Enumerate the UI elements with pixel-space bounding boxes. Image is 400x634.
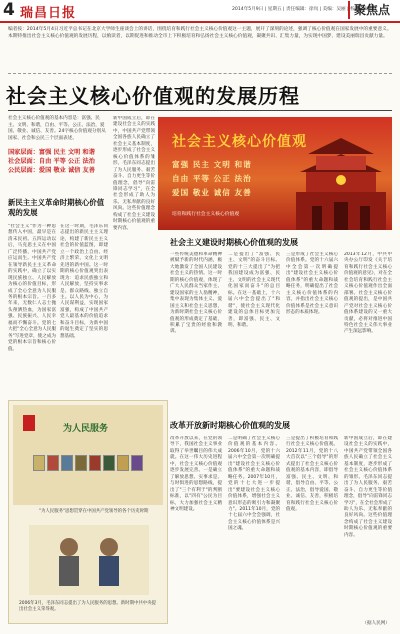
article-column: 三是形成了社会主义核心价值体系。党的十六届六中全会第一次明确提出"建设社会主义核心价值体系"的重大命题和战略任务，明确提出了社会主义核心价值体系的内容，并指出社会主义核心价值体系是社会主义意识形态的本质体现。	[286, 252, 338, 316]
section-label: 聚焦点	[348, 1, 400, 19]
banner-row-national: 富强 民主 文明 和谐	[172, 160, 252, 169]
banner-row-social: 自由 平等 公正 法治	[172, 174, 252, 183]
book-cover	[47, 455, 59, 471]
lead-text: 社会主义核心价值观的基本内容是：富强、民主、文明、和谐，自由、平等、公正、法治，爱国、敬业、诚信、友善。24字核心价值观分别从国家、社会和公民三个层面表述。	[8, 116, 106, 141]
people-illustration	[29, 525, 149, 595]
article-column: 改革开放以来，在党的领导下，我国社会主义事业取得了举世瞩目的伟大成就。在这一伟大历史进程中，社会主义核心价值观逐步发展完善。一是确立了解放思想、实事求是、与时俱进的思想路线，提出了"三个有利于"的判断标准，以"四有"公民为目标，大力加强社会主义精神文明建设。	[170, 436, 222, 512]
section-construction-title: 社会主义建设时期核心价值观的发展	[170, 238, 298, 247]
book-cover	[89, 455, 101, 471]
source-signature: （据人民网）	[362, 621, 390, 626]
values-list	[8, 148, 108, 175]
social-values: 社会层面：自由 平等 公正 法治	[8, 158, 95, 165]
section-reform-title: 改革开放新时期核心价值观的发展	[170, 421, 290, 430]
book-cover	[117, 455, 129, 471]
serve-the-people-photo	[13, 405, 163, 505]
article-column: 在这一时期，毛泽东同志提出的新民主主义理论，构建了新民主主义社会的价值蓝图，即建立一个政治上自由、经济上繁荣、文化上文明先进的新中国。这一时期的核心价值观突出表现为：追求民族独立和人民解放，坚持实事求是、群众路线、独立自主。以人民为中心，为人民谋利益，实现国家富强，构成了中国共产党人最基本的价值追求和奋斗目标，为新中国的诞生奠定了坚实的思想基础。	[60, 224, 108, 339]
article-column: 三是提出了积极培育和践行社会主义核心价值观。2012年11月，党的十八大首次以"三个倡导"的形式提出了社会主义核心价值观的基本内容，即倡导富强、民主、文明、和谐，倡导自由、平等、公正、法治，倡导爱国、敬业、诚信、友善，积极培育和践行社会主义核心价值观。	[286, 436, 338, 512]
issue-meta: 2014年5月9日 | 星期五 | 责任编辑：徐岚 | 美编：吴丽 | 校对：刘 珺	[232, 7, 375, 12]
masthead-rule	[0, 21, 400, 23]
banner-row-citizen: 爱国 敬业 诚信 友善	[172, 188, 252, 197]
banner-title: 社会主义核心价值观	[172, 134, 307, 150]
national-values: 国家层面：富强 民主 文明 和谐	[8, 149, 95, 156]
article-column: 二是明确了社会主义核心价值观的基本内容。2006年10月，党的十六届六中全会第一次明确提出"建设社会主义核心价值体系"的重大命题和战略任务。2007年10月，党的十七大进一步提出"要建设社会主义核心价值体系，增强社会主义意识形态的吸引力和凝聚力"。2011年10月，党的十七届六中全会强调，社会主义核心价值体系是兴国之魂。	[228, 436, 280, 532]
photo-box	[8, 400, 168, 624]
article-column: 新中国成立后，即在建设社会主义的实践中，中国共产党带领全国各族人民确立了社会主义基本制度，逐步形成了社会主义核心价值体系的雏形。毛泽东同志提出了为人民服务、艰苦奋斗、自力更生等价值理念，倡导"向雷锋同志学习"，在全社会形成了助人为乐、无私奉献的良好风尚。这些价值理念构成了社会主义建设时期核心价值观的重要内容。	[113, 116, 155, 231]
book-cover	[103, 455, 115, 471]
lead-box	[8, 116, 108, 196]
core-values-banner	[158, 117, 392, 230]
article-column: 2013年12月，中共中央办公厅印发《关于培育和践行社会主义核心价值观的意见》，对在全社会培育和践行社会主义核心价值观作出全面部署。社会主义核心价值观的提出，是中国共产党对社会主义核心价值体系建设的又一重大贡献，必将对推进中国特色社会主义伟大事业产生深远影响。	[344, 252, 392, 335]
photo-caption: "为人民服务"思想贯穿在中国共产党领导的各个历史时期	[39, 509, 149, 514]
newspaper-logo: 瑞昌日报	[20, 6, 77, 21]
article-column: 一些传统美德和革命精神被赋予新的时代内涵，极大地激发了全国人民建设社会主义的热情。这一时期的核心价值观，体现了广大人民群众当家作主、建设国家的主人翁精神，集中表现为集体主义、爱国主义和社会主义思想，为新时期社会主义核心价值观的形成奠定了基础，积累了宝贵的经验和教训。	[170, 252, 222, 335]
tiananmen-illustration	[296, 130, 386, 230]
dashed-divider	[8, 73, 392, 74]
book-cover	[131, 455, 143, 471]
book-cover	[61, 455, 73, 471]
article-column: "社会主义"作为一种思想传入中国，最早是在清末民初。五四运动以后，马克思主义在中国广泛传播，中国共产党应运而生。中国共产党在领导新民主主义革命的实践中，确立了以实现民族独立、人民解放为核心的价值目标，形成了全心全意为人民服务的根本宗旨。一百多年来，无数仁人志士抛头颅洒热血，为国家富强、民族振兴、人民幸福而不懈奋斗。党的七大把"全心全意为人民服务"写进党章，使之成为党的根本宗旨和核心价值。	[8, 224, 56, 352]
section-new-democratic	[8, 198, 108, 218]
calligraphy-title: 为人民服务	[63, 424, 109, 434]
bottom-caption: 2006年3月，毛泽东同志提出了为人民服务的思想。新时期中共中央提出社会主义荣辱观。	[19, 601, 156, 612]
page-number: 4	[3, 0, 15, 20]
editor-note: 编者按：2014年5月4日习近平总书记在北京大学师生座谈会上的讲话，围绕培育和践行社会主义核心价值观这一主题，展开了深刻的论述，强调了核心价值观在国家发展中的重要意义。本期特推出社会主义核心价值观的发展历程，以飨读者，以期促进和推动全市上下积极培育和弘扬社会主义核心价值观，凝聚共识、汇集力量，为实现中国梦、建设美丽瑞昌贡献力量。	[8, 27, 392, 39]
citizen-values: 公民层面：爱国 敬业 诚信 友善	[8, 167, 95, 174]
book-cover	[75, 455, 87, 471]
book-cover	[33, 455, 45, 471]
banner-subtitle: 培育和践行社会主义核心价值观	[172, 212, 240, 217]
masthead	[0, 0, 400, 21]
article-column: 新中国成立后，即在建设社会主义的实践中，中国共产党带领全国各族人民确立了社会主义基本制度，逐步形成了社会主义核心价值体系的雏形。毛泽东同志提出了为人民服务、艰苦奋斗、自力更生等价值理念，倡导"向雷锋同志学习"，在全社会形成了助人为乐、无私奉献的良好风尚。这些价值理念构成了社会主义建设时期核心价值观的重要内容。	[344, 436, 392, 538]
seal-stamp	[23, 415, 35, 431]
headline-rule	[8, 110, 392, 111]
article-column: 二是提出了"富强、民主、文明"的奋斗目标。党的十三大提出了"为把我国建设成为富强、民主、文明的社会主义现代化国家而奋斗"的总目标。在这一基础上，十六届六中全会提出了"和谐"，使社会主义现代化建设的总体目标更加完善，即富强、民主、文明、和谐。	[228, 252, 280, 328]
page-headline: 社会主义核心价值观的发展历程	[6, 84, 300, 108]
section-title: 新民主主义革命时期核心价值观的发展	[8, 198, 105, 217]
